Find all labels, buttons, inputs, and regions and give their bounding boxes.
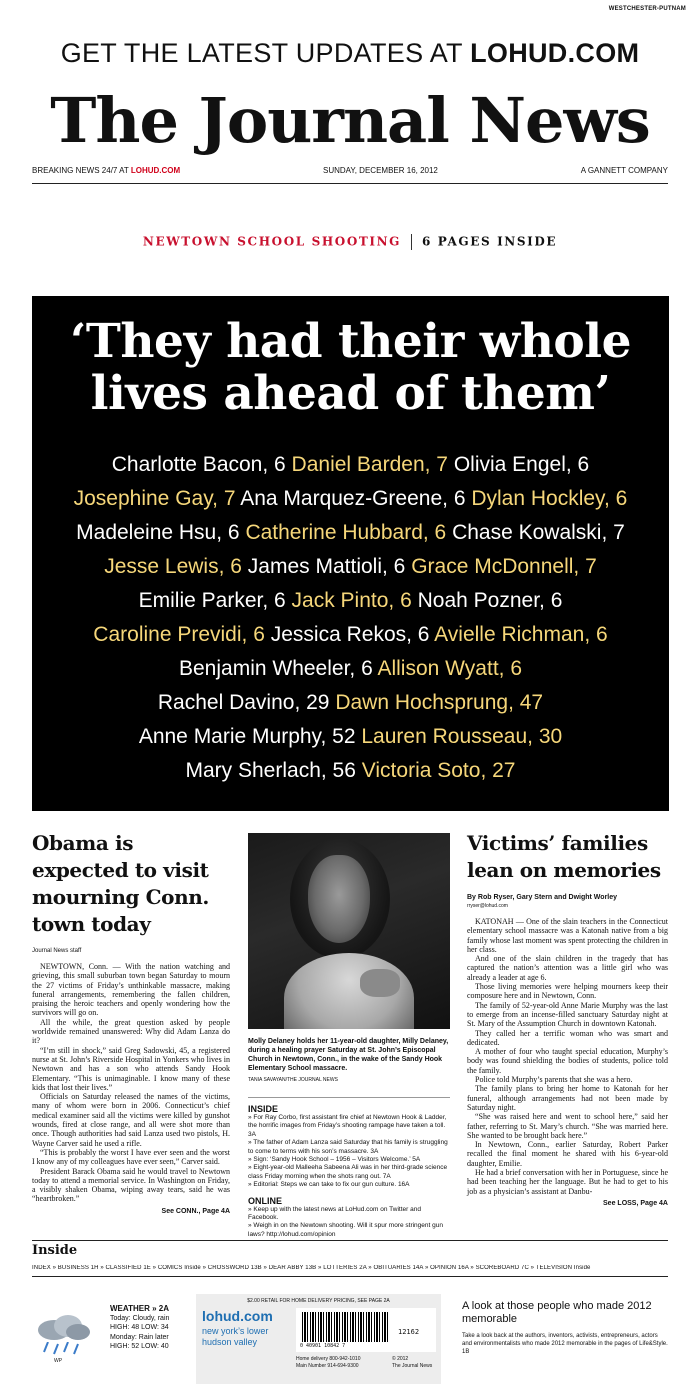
paragraph: Police told Murphy’s parents that she was a hero.	[475, 1075, 633, 1085]
weather-heading[interactable]: WEATHER » 2A	[110, 1304, 169, 1313]
victims-line	[32, 686, 669, 720]
promo-banner[interactable]	[0, 38, 700, 69]
victims-line	[32, 482, 669, 516]
victim-name: Chase Kowalski, 7	[452, 521, 625, 544]
victim-name: Allison Wyatt, 6	[377, 657, 522, 680]
masthead: The Journal News	[50, 84, 650, 157]
paragraph: President Barack Obama said he would travel to Newtown today to attend a memorial service. In Washington on Friday, a visibly shaken Obama, wiping away tears, said he was “heartbroken.”	[32, 1166, 230, 1204]
paragraph: A mother of four who taught special education, Murphy’s body was found shielding the bodies of students, police told the family.	[467, 1047, 668, 1075]
victim-name: Dawn Hochsprung, 47	[335, 691, 544, 714]
breaking-link[interactable]: LOHUD.COM	[130, 166, 181, 175]
victims-list	[32, 448, 669, 788]
victims-line	[32, 652, 669, 686]
online-heading: ONLINE	[248, 1195, 283, 1206]
left-story-byline: Journal News staff	[32, 948, 82, 954]
photo-credit: TANIA SAVAYAN/THE JOURNAL NEWS	[248, 1077, 338, 1083]
company-label: A GANNETT COMPANY	[580, 166, 668, 175]
index-label: Inside	[32, 1243, 78, 1258]
victim-name: Catherine Hubbard, 6	[245, 521, 447, 544]
inside-list	[248, 1114, 450, 1190]
promo-teaser-headline: A look at those people who made 2012 memorable	[462, 1300, 652, 1325]
victim-name: Ana Marquez-Greene, 6	[240, 487, 466, 510]
inside-item[interactable]: » The father of Adam Lanza said Saturday that his family is struggling to come to terms with his son’s massacre. 3A	[248, 1139, 448, 1155]
lohud-logo[interactable]: lohud.com	[202, 1308, 273, 1324]
paragraph: “I’m still in shock,” said Greg Sadowski, 45, a registered nurse at St. John’s Riverside Hospital in Yonkers who lives in Newtown and has a son who attends Sandy Hook Elementary. “This is unimaginable. I know many of these kids that lost their lives.”	[32, 1045, 230, 1092]
promo-teaser-desc: Take a look back at the authors, inventors, activists, entrepreneurs, actors and environmentalists who made 2012 memorable in the pages of Life&Style. 1B	[462, 1333, 668, 1355]
victim-name: Dylan Hockley, 6	[471, 487, 628, 510]
left-story-body	[32, 962, 230, 1204]
weather-box	[30, 1302, 200, 1382]
photo-figure-hand	[360, 969, 400, 997]
paragraph: He had a brief conversation with her in Portuguese, since he had been teaching her the language. But he had to get to his job as a physician’s assistant at Danbu-	[467, 1168, 668, 1196]
section-kicker	[0, 234, 700, 250]
paragraph: The family plans to bring her home to Katonah for her funeral, although arrangements had not been made by Saturday night.	[467, 1084, 668, 1112]
index-bar[interactable]: INDEX » BUSINESS 1H » CLASSIFIED 1E » COMICS Inside » CROSSWORD 13B » DEAR ABBY 13B » LOTTERIES 2A » OBITUARIES 14A » OPINION 16A » SCOREBOARD 7C » TELEVISION Inside	[32, 1265, 591, 1271]
inside-box	[248, 1097, 450, 1239]
weather-monday: Monday: Rain later	[110, 1333, 169, 1341]
victim-name: Charlotte Bacon, 6	[111, 453, 286, 476]
promo-prefix: GET THE LATEST UPDATES AT	[60, 38, 471, 68]
divider	[32, 1276, 668, 1277]
rain-cloud-icon	[34, 1314, 92, 1342]
victim-name: Benjamin Wheeler, 6	[179, 657, 373, 680]
inside-item[interactable]: » Sign: ‘Sandy Hook School – 1956 – Visitors Welcome.’ 5A	[248, 1156, 421, 1164]
main-headline	[32, 316, 669, 420]
paragraph: KATONAH — One of the slain teachers in the Connecticut elementary school massacre was a Katonah native from a big family whose last moment was spent protecting the children in her class.	[467, 917, 668, 954]
contact-numbers: Home delivery 800-942-1010 Main Number 914-694-9300	[296, 1356, 361, 1369]
photo-column	[248, 833, 450, 1239]
headline-line-1: ‘They had their whole	[70, 314, 631, 369]
barcode	[296, 1308, 436, 1352]
paragraph: And one of the slain children in the tragedy that has captured the nation’s attention was a little girl who was already a leader at age 6.	[467, 954, 668, 982]
photo-figure-face	[308, 855, 370, 943]
inside-item[interactable]: » For Ray Corbo, first assistant fire chief at Newtown Hook & Ladder, the horrific images from Friday’s shooting rampage have taken a toll. 3A	[248, 1114, 447, 1138]
paragraph: “She was raised here and went to school here,” said her father, referring to St. Mary’s church. “She was married here. She wanted to be brought back here.”	[467, 1112, 668, 1140]
victim-name: Jesse Lewis, 6	[104, 555, 242, 578]
paragraph: In Newtown, Conn., earlier Saturday, Robert Parker recalled the final moment he shared with his 6-year-old daughter, Emilie.	[467, 1140, 668, 1168]
barcode-bars	[302, 1312, 390, 1342]
right-story-email[interactable]: rryser@lohud.com	[467, 903, 508, 909]
victim-name: Madeleine Hsu, 6	[76, 521, 240, 544]
issue-date: SUNDAY, DECEMBER 16, 2012	[323, 166, 438, 175]
victim-name: Daniel Barden, 7	[291, 453, 448, 476]
victim-name: Rachel Davino, 29	[157, 691, 330, 714]
victim-name: Olivia Engel, 6	[453, 453, 590, 476]
victim-name: Jessica Rekos, 6	[270, 623, 430, 646]
weather-monday-temps: HIGH: 52 LOW: 40	[110, 1343, 169, 1350]
inside-item[interactable]: » Keep up with the latest news at LoHud.com on Twitter and Facebook.	[248, 1205, 421, 1222]
right-story-byline: By Rob Ryser, Gary Stern and Dwight Worley	[467, 894, 618, 901]
left-story-headline[interactable]: Obama is expected to visit mourning Conn. town today	[32, 831, 209, 936]
right-story-headline[interactable]: Victims’ families lean on memories	[467, 831, 661, 882]
paragraph: Those living memories were helping mourners keep their composure here and in Newtown, Conn.	[467, 982, 668, 1001]
hero-block	[32, 296, 669, 811]
weather-text	[110, 1304, 169, 1352]
victim-name: Victoria Soto, 27	[361, 759, 516, 782]
headline-line-2: lives ahead of them’	[90, 366, 611, 421]
price-note: $2.00 RETAIL FOR HOME DELIVERY PRICING, SEE PAGE 2A	[247, 1298, 390, 1304]
victims-line	[32, 448, 669, 482]
paragraph: NEWTOWN, Conn. — With the nation watching and grieving, this small suburban town began Saturday to mourn the 27 victims of Friday’s unthinkable massacre, making funeral arrangements, remembering the fallen children, praising the heroic teachers and openly wondering how the survivors will go on.	[32, 962, 230, 1018]
kicker-pages: 6 PAGES INSIDE	[422, 234, 558, 249]
lohud-tagline: new york’s lower hudson valley	[202, 1326, 269, 1347]
rain-drops-icon	[40, 1342, 90, 1356]
divider	[32, 1240, 668, 1241]
breaking-news: BREAKING NEWS 24/7 AT LOHUD.COM	[32, 166, 181, 175]
victim-name: Avielle Richman, 6	[434, 623, 608, 646]
paragraph: “This is probably the worst I have ever seen and the worst I know any of my colleagues have ever seen,” Carver said.	[32, 1147, 230, 1167]
barcode-issue: 12162	[398, 1328, 420, 1336]
news-photo[interactable]	[248, 833, 450, 1029]
weather-credit: WP	[54, 1358, 63, 1364]
photo-caption: Molly Delaney holds her 11-year-old daughter, Milly Delaney, during a healing prayer Saturday at St. John’s Episcopal Church in Newtown, Conn., in the wake of the Sandy Hook Elementary School massacre.	[248, 1038, 449, 1072]
edition-label: WESTCHESTER-PUTNAM	[608, 6, 686, 12]
weather-today: Today: Cloudy, rain	[110, 1314, 170, 1322]
barcode-number: 0 40901 10842 7	[300, 1343, 346, 1349]
inside-item[interactable]: » Weigh in on the Newtown shooting. Will it spur more stringent gun laws? http://lohud.com/opinion	[248, 1222, 443, 1238]
kicker-separator	[411, 234, 412, 250]
promo-teaser[interactable]	[462, 1300, 668, 1356]
victims-line	[32, 584, 669, 618]
lohud-box	[196, 1294, 441, 1384]
paragraph: They called her a terrific woman who was smart and dedicated.	[467, 1028, 668, 1047]
victims-line	[32, 550, 669, 584]
left-story	[32, 830, 230, 1215]
paragraph: Officials on Saturday released the names of the victims, many of whom were born in 2006. Connecticut’s chief medical examiner said all the victims were killed by gunshot wounds, fired at close range, and all were shot more than once. Though authorities had said Lanza used two pistols, H. Wayne Carver said he used a rifle.	[32, 1092, 230, 1148]
paragraph: The family of 52-year-old Anne Marie Murphy was the last to emerge from an incense-filled sanctuary Saturday night at St. Mary of the Assumption Church in downtown Katonah.	[467, 1000, 668, 1029]
info-bar	[32, 166, 668, 175]
victim-name: Caroline Previdi, 6	[93, 623, 265, 646]
online-list	[248, 1206, 450, 1240]
victims-line	[32, 720, 669, 754]
paragraph: All the while, the great question asked by people worldwide remained unanswered: Why did Adam Lanza do it?	[32, 1017, 230, 1046]
promo-site: LOHUD.COM	[470, 38, 640, 68]
victim-name: Lauren Rousseau, 30	[361, 725, 563, 748]
inside-item[interactable]: » Editorial: Steps we can take to fix our gun culture. 16A	[248, 1181, 410, 1189]
copyright: © 2012 The Journal News	[392, 1356, 433, 1369]
divider	[32, 183, 668, 184]
kicker-topic: NEWTOWN SCHOOL SHOOTING	[142, 234, 402, 249]
victims-line	[32, 516, 669, 550]
inside-heading: INSIDE	[248, 1104, 279, 1114]
right-story-body	[467, 917, 668, 1196]
left-story-jump[interactable]: See CONN., Page 4A	[161, 1207, 230, 1215]
weather-today-temps: HIGH: 48 LOW: 34	[110, 1324, 169, 1331]
victim-name: James Mattioli, 6	[247, 555, 406, 578]
victim-name: Josephine Gay, 7	[73, 487, 236, 510]
victim-name: Emilie Parker, 6	[138, 589, 286, 612]
inside-item[interactable]: » Eight-year-old Malleeha Sabeena Ali was in her third-grade science class Friday morning when the shots rang out. 7A	[248, 1164, 448, 1180]
victims-line	[32, 618, 669, 652]
victim-name: Anne Marie Murphy, 52	[138, 725, 356, 748]
victim-name: Noah Pozner, 6	[417, 589, 563, 612]
victims-line	[32, 754, 669, 788]
victim-name: Grace McDonnell, 7	[411, 555, 597, 578]
right-story-jump[interactable]: See LOSS, Page 4A	[603, 1199, 668, 1207]
right-story	[467, 830, 668, 1207]
victim-name: Jack Pinto, 6	[291, 589, 412, 612]
victim-name: Mary Sherlach, 56	[185, 759, 356, 782]
